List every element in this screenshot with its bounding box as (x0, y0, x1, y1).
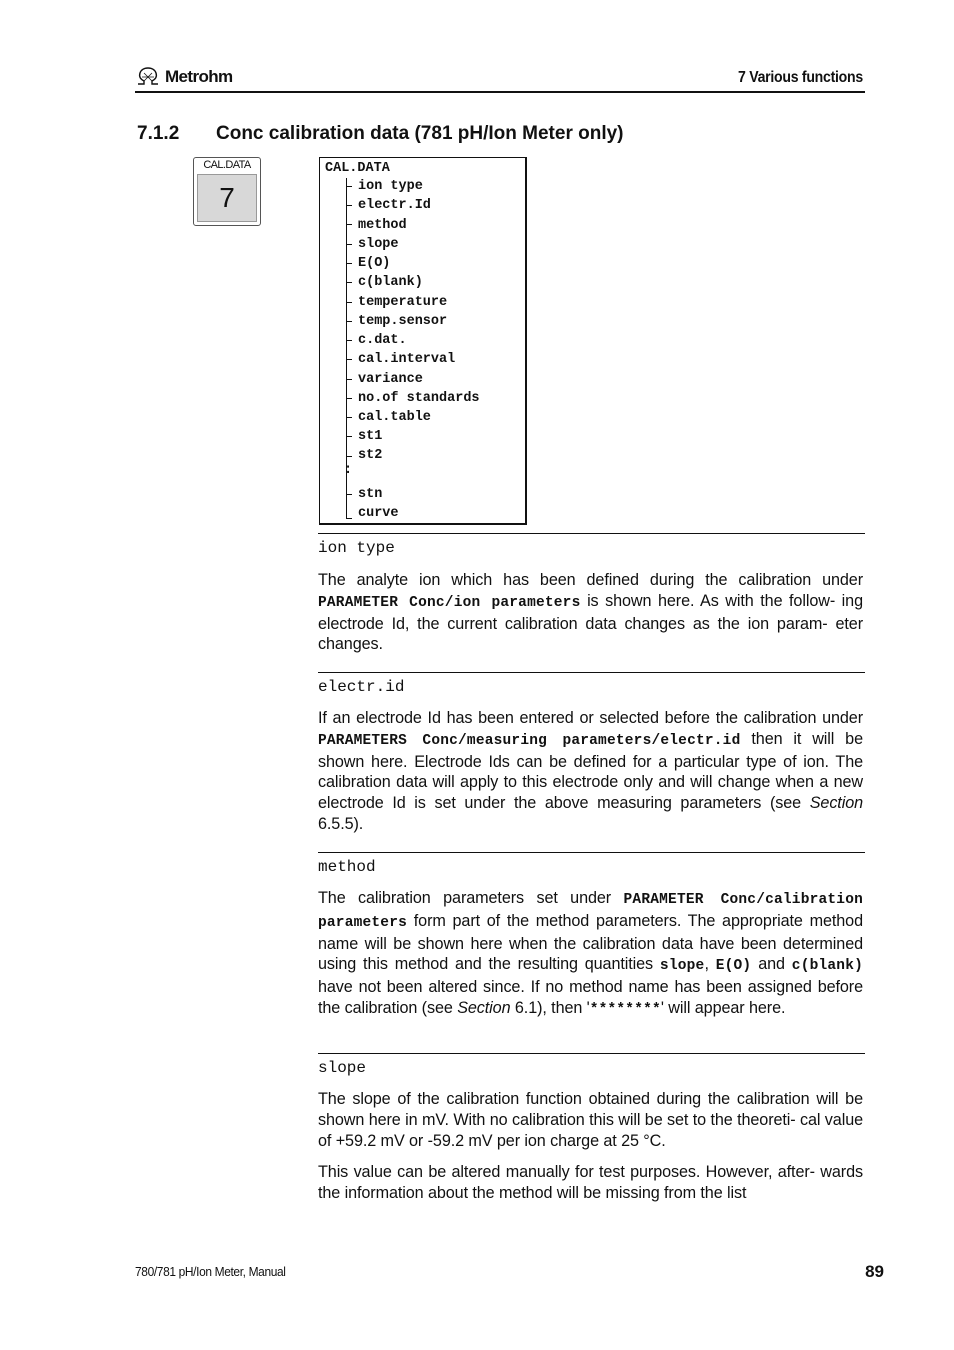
text: form part of the method parameters. The appropriate method name will be shown here when the calibration data have been determined using this method and the resulting quantities (318, 911, 863, 974)
tree-item-cal-interval: cal.interval (358, 352, 456, 367)
tree-tick (346, 398, 352, 399)
text: ' will appear here. (660, 998, 786, 1017)
cal-data-key (193, 157, 261, 226)
tree-tick (346, 340, 352, 341)
tree-ellipsis: : (344, 463, 353, 478)
text: The calibration parameters set under (318, 889, 612, 907)
tree-tick (346, 359, 352, 360)
key-label: CAL.DATA (203, 159, 251, 171)
text: is shown here. As with the follow- ing electrode Id, the current calibration data changes as the ion param- eter changes. (318, 591, 863, 654)
entry-divider (318, 672, 865, 673)
tree-item-curve: curve (358, 506, 399, 521)
tree-item-st2: st2 (358, 448, 383, 463)
tree-tick (346, 321, 352, 322)
term-method: method (318, 858, 376, 876)
page-number: 89 (865, 1262, 884, 1281)
tree-item-ion-type: ion type (358, 179, 423, 194)
tree-item-st1: st1 (358, 429, 383, 444)
section-ref-word: Section (809, 794, 864, 813)
tree-item-slope: slope (358, 237, 399, 252)
tree-tick (346, 456, 352, 457)
tree-item-temp-sensor: temp.sensor (358, 314, 448, 329)
paragraph-slope-2: This value can be altered manually for test purposes. However, after- wards the information about the method will be missing from the list (318, 1163, 863, 1202)
entry-divider (318, 533, 865, 534)
tree-tick (346, 379, 352, 380)
tree-item-cal-table: cal.table (358, 410, 431, 425)
section-ref: 6.1), then ' (514, 998, 590, 1017)
tree-tick (346, 263, 352, 264)
tree-tick (346, 302, 352, 303)
footer-manual-title: 780/781 pH/Ion Meter, Manual (135, 1264, 286, 1279)
tree-item-variance: variance (358, 372, 423, 387)
code-parameter-path: PARAMETER Conc/ion parameters (318, 594, 581, 611)
text: , (704, 955, 709, 974)
menu-tree (319, 157, 527, 525)
tree-item-method: method (358, 218, 407, 233)
paragraph-method (318, 888, 863, 1021)
term-ion-type: ion type (318, 539, 395, 557)
tree-tick (346, 417, 352, 418)
section-title: Conc calibration data (781 pH/Ion Meter only) (216, 123, 624, 144)
paragraph-slope-1: The slope of the calibration function obtained during the calibration will be shown here in mV. With no calibration this will be set to the theoreti- cal value of +59.2 mV or -59.2 mV per ion charge at 25 °C. (318, 1090, 863, 1150)
term-electr-id: electr.id (318, 678, 405, 696)
entry-divider (318, 852, 865, 853)
paragraph-electr-id (318, 708, 863, 835)
code-stars: ******** (589, 1001, 661, 1018)
tree-tick (346, 186, 352, 187)
header-divider (135, 91, 865, 93)
tree-item-electr-id: electr.Id (358, 198, 431, 213)
tree-tick (346, 282, 352, 283)
text: and (758, 955, 785, 974)
text: If an electrode Id has been entered or selected before the calibration under (318, 709, 863, 727)
tree-item-stn: stn (358, 487, 383, 502)
code-slope: slope (659, 958, 705, 975)
section-ref-word: Section (457, 998, 511, 1017)
tree-root: CAL.DATA (325, 161, 390, 176)
code-parameter-path: PARAMETER Conc/calibration parameters (318, 892, 864, 931)
tree-item-eo: E(O) (358, 256, 391, 271)
logo-text: Metrohm (165, 67, 233, 86)
tree-item-c-dat: c.dat. (358, 333, 407, 348)
section-ref: 6.5.5). (318, 814, 364, 833)
tree-item-temperature: temperature (358, 295, 448, 310)
tree-item-no-of-standards: no.of standards (358, 391, 480, 406)
term-slope: slope (318, 1059, 367, 1077)
tree-tick (346, 518, 352, 519)
paragraph-ion-type (318, 570, 863, 655)
tree-tick (346, 224, 352, 225)
code-eo: E(O) (715, 958, 752, 975)
section-number: 7.1.2 (137, 123, 180, 144)
entry-divider (318, 1053, 865, 1054)
tree-tick (346, 205, 352, 206)
text: The analyte ion which has been defined during the calibration under (318, 571, 863, 589)
tree-item-c-blank: c(blank) (358, 275, 423, 290)
chapter-title: 7 Various functions (738, 69, 863, 86)
metrohm-logo (135, 66, 233, 88)
code-parameter-path: PARAMETERS Conc/measuring parameters/electr.id (318, 732, 741, 749)
key-number: 7 (197, 174, 257, 222)
tree-tick (346, 494, 352, 495)
omega-logo-icon (135, 67, 161, 87)
text: have not been altered since. If no method name has been assigned before the calibration (see (318, 978, 863, 1017)
text: then it will be shown here. Electrode Ids can be defined for a particular type of ion. The calibration data will apply to this electrode only and will change when a new electrode Id is set under the above measuring parameters (see (318, 729, 863, 813)
code-c-blank: c(blank) (791, 958, 864, 975)
tree-tick (346, 436, 352, 437)
tree-tick (346, 244, 352, 245)
